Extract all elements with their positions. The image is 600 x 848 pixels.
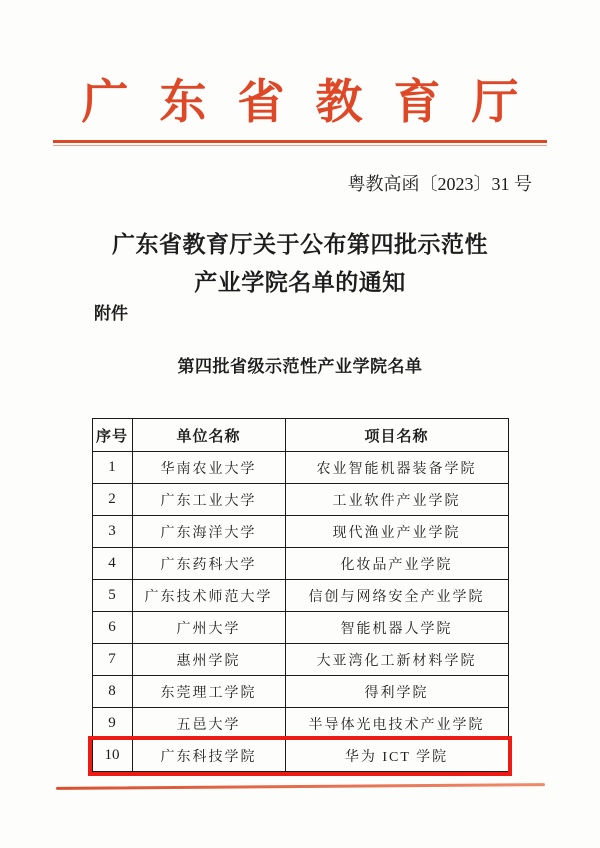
- row-number: 4: [92, 548, 132, 580]
- table-row: [92, 612, 508, 644]
- row-project-name: 现代渔业产业学院: [285, 516, 508, 548]
- table-row: [92, 708, 508, 740]
- row-number: 7: [92, 644, 132, 676]
- row-number: 5: [92, 580, 132, 612]
- institutions-table: [92, 418, 509, 772]
- row-project-name: 半导体光电技术产业学院: [285, 708, 508, 740]
- row-unit-name: 华南农业大学: [132, 452, 285, 484]
- row-unit-name: 东莞理工学院: [132, 676, 285, 708]
- footer-divider: [56, 783, 545, 790]
- notice-title-line1: 广东省教育厅关于公布第四批示范性: [112, 232, 488, 257]
- row-number: 8: [92, 676, 132, 708]
- row-unit-name: 广州大学: [132, 612, 285, 644]
- row-number: 1: [92, 452, 132, 484]
- row-project-name: 华为 ICT 学院: [285, 740, 508, 772]
- row-project-name: 大亚湾化工新材料学院: [285, 644, 508, 676]
- table-row: [92, 452, 508, 484]
- table-row: [92, 644, 508, 676]
- row-unit-name: 广东技术师范大学: [132, 580, 285, 612]
- row-unit-name: 广东科技学院: [132, 740, 285, 772]
- document-number: 粤教高函〔2023〕31 号: [347, 174, 532, 194]
- letterhead-title: 广东省教育厅: [81, 77, 550, 129]
- row-number: 9: [92, 708, 132, 740]
- row-project-name: 信创与网络安全产业学院: [285, 580, 508, 612]
- row-number: 3: [92, 516, 132, 548]
- table-header-row: [92, 419, 508, 452]
- notice-title-line2: 产业学院名单的通知: [194, 270, 406, 295]
- attachment-label: 附件: [94, 304, 128, 323]
- row-unit-name: 广东工业大学: [132, 484, 285, 516]
- row-project-name: 智能机器人学院: [285, 612, 508, 644]
- col-header-unit: 单位名称: [132, 419, 285, 452]
- row-project-name: 化妆品产业学院: [285, 548, 508, 580]
- table-row: [92, 580, 508, 612]
- row-unit-name: 惠州学院: [132, 644, 285, 676]
- letterhead-divider: [53, 140, 547, 146]
- table-row: [92, 740, 508, 772]
- row-unit-name: 五邑大学: [132, 708, 285, 740]
- col-header-no: 序号: [92, 419, 132, 452]
- row-project-name: 农业智能机器装备学院: [285, 452, 508, 484]
- table-row: [92, 548, 508, 580]
- notice-title: [0, 226, 600, 302]
- row-number: 10: [92, 740, 132, 772]
- table-row: [92, 516, 508, 548]
- row-number: 6: [92, 612, 132, 644]
- col-header-project: 项目名称: [285, 419, 508, 452]
- row-unit-name: 广东海洋大学: [132, 516, 285, 548]
- row-number: 2: [92, 484, 132, 516]
- row-unit-name: 广东药科大学: [132, 548, 285, 580]
- row-project-name: 得利学院: [285, 676, 508, 708]
- row-project-name: 工业软件产业学院: [285, 484, 508, 516]
- table-title: 第四批省级示范性产业学院名单: [177, 357, 423, 376]
- table-row: [92, 676, 508, 708]
- table-row: [92, 484, 508, 516]
